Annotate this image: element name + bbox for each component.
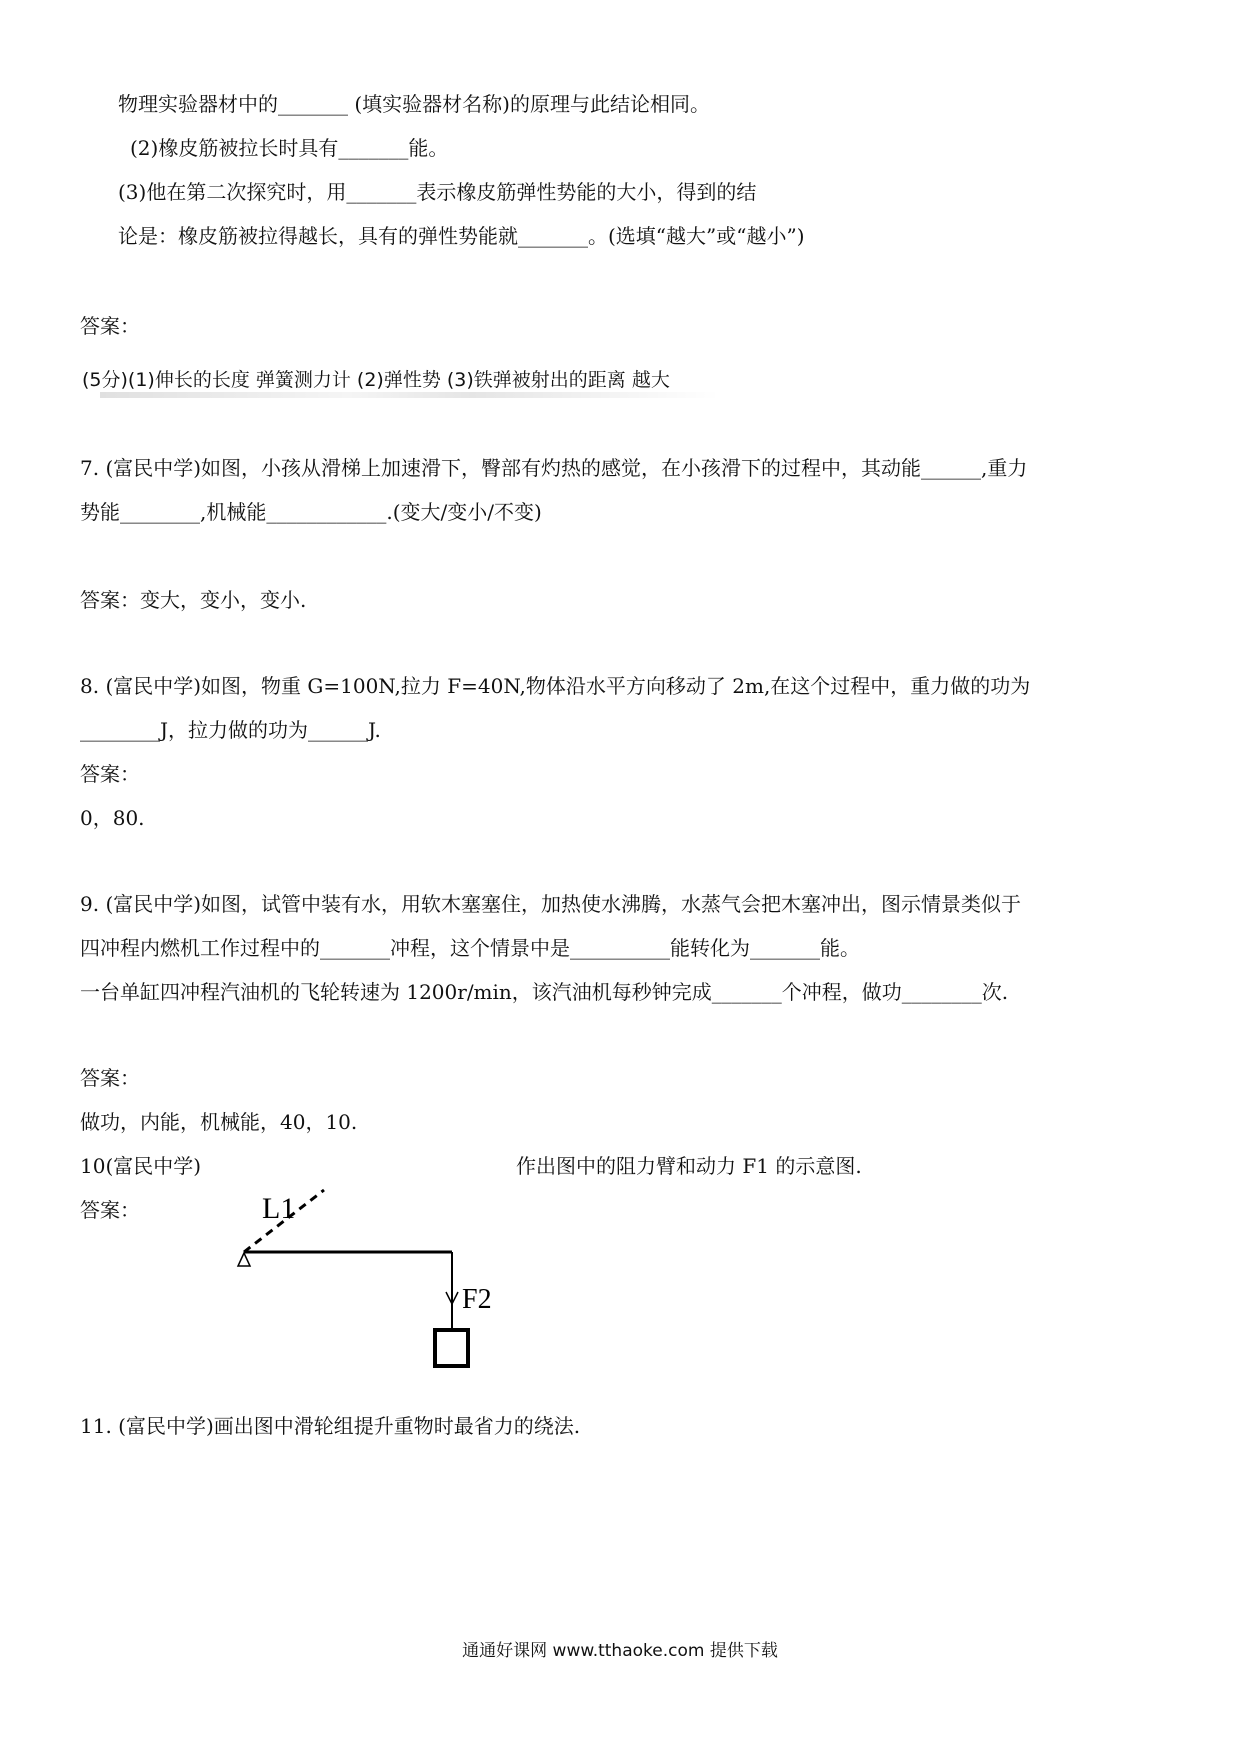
q6-line-4: 论是：橡皮筋被拉得越长，具有的弹性势能就_______。(选填“越大”或“越小”): [118, 224, 805, 248]
weight-box: [435, 1330, 468, 1366]
q9-line-2: 四冲程内燃机工作过程中的_______冲程，这个情景中是__________能转化为_______能。: [80, 936, 860, 960]
q8-line-1: 8. (富民中学)如图，物重 G=100N,拉力 F=40N,物体沿水平方向移动了 2m,在这个过程中，重力做的功为: [80, 674, 1031, 698]
q11-line-1: 11. (富民中学)画出图中滑轮组提升重物时最省力的绕法.: [80, 1414, 581, 1438]
q6-answer-label: 答案：: [80, 314, 140, 338]
label-f2: F2: [462, 1284, 492, 1315]
q9-answer-label: 答案：: [80, 1066, 140, 1090]
q6-line-1: 物理实验器材中的_______ (填实验器材名称)的原理与此结论相同。: [118, 92, 710, 116]
q8-line-2: ________J，拉力做的功为______J.: [80, 718, 381, 742]
q8-answer: 0，80.: [80, 806, 145, 830]
q9-line-3: 一台单缸四冲程汽油机的飞轮转速为 1200r/min，该汽油机每秒钟完成_______个冲程，做功________次.: [80, 980, 1009, 1004]
q7-answer: 答案：变大，变小，变小.: [80, 588, 307, 612]
q10-answer-label: 答案：: [80, 1198, 140, 1222]
q6-answer: (5分)(1)伸长的长度 弹簧测力计 (2)弹性势 (3)铁弹被射出的距离 越大: [82, 369, 670, 391]
page-footer: 通通好课网 www.tthaoke.com 提供下载: [462, 1641, 778, 1661]
q7-line-1: 7. (富民中学)如图，小孩从滑梯上加速滑下，臀部有灼热的感觉，在小孩滑下的过程中，其动能______,重力: [80, 456, 1028, 480]
q9-line-1: 9. (富民中学)如图，试管中装有水，用软木塞塞住，加热使水沸腾，水蒸气会把木塞冲出，图示情景类似于: [80, 892, 1022, 916]
lever-diagram: [230, 1180, 520, 1380]
q10-prompt: 作出图中的阻力臂和动力 F1 的示意图.: [516, 1154, 862, 1178]
q6-line-2: (2)橡皮筋被拉长时具有_______能。: [130, 136, 449, 160]
q10-label: 10(富民中学): [80, 1154, 202, 1178]
q8-answer-label: 答案：: [80, 762, 140, 786]
q6-line-3: (3)他在第二次探究时，用_______表示橡皮筋弹性势能的大小，得到的结: [118, 180, 757, 204]
label-l1: L1: [262, 1192, 296, 1225]
q9-answer: 做功，内能，机械能，40，10.: [80, 1110, 358, 1134]
q7-line-2: 势能________,机械能____________.(变大/变小/不变): [80, 500, 542, 524]
pivot-icon: [238, 1253, 250, 1266]
